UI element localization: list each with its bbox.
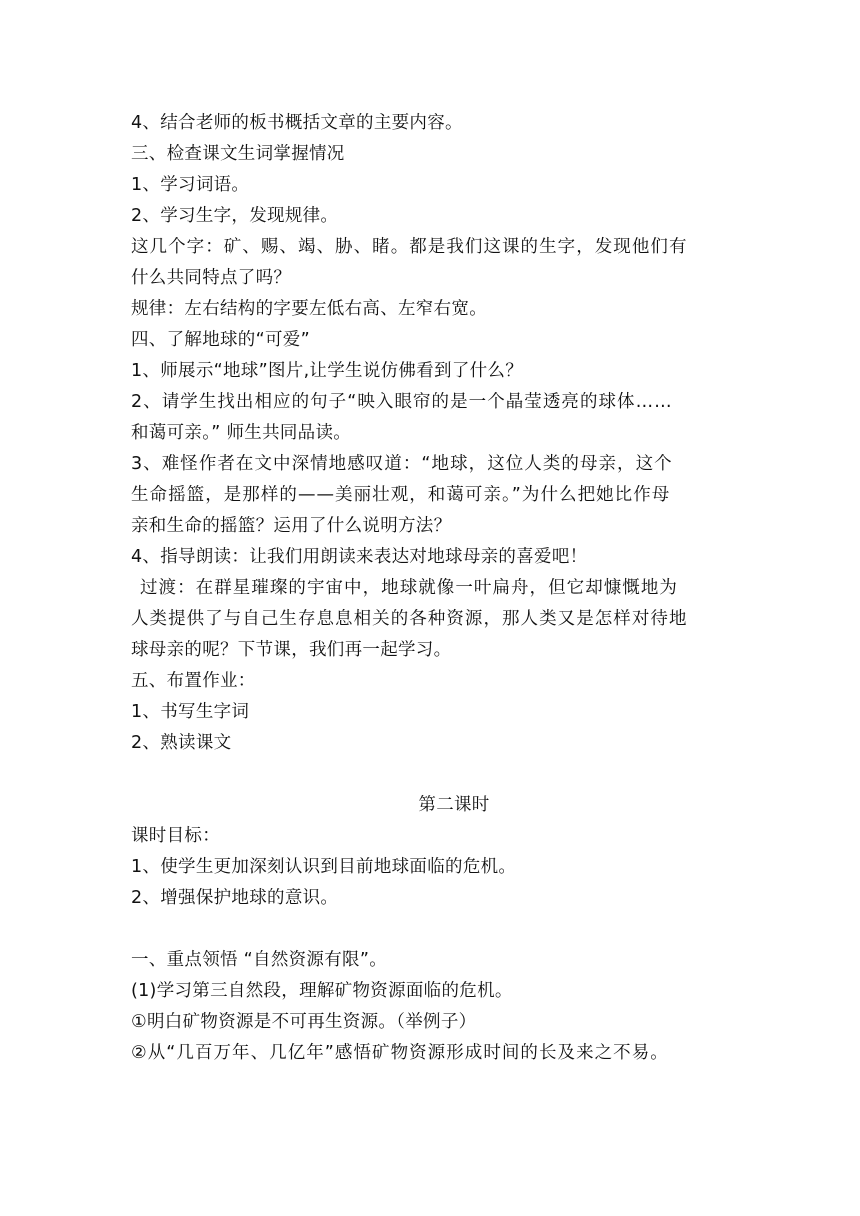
text-line: 1、学习词语。 — [131, 175, 250, 195]
section-heading: 四、了解地球的“可爱” — [131, 330, 310, 350]
text-line: ①明白矿物资源是不可再生资源。（举例子） — [131, 1012, 477, 1032]
text-line: 球母亲的呢？下节课，我们再一起学习。 — [131, 640, 452, 660]
text-line: 2、熟读课文 — [131, 733, 232, 753]
text-line: (1)学习第三自然段，理解矿物资源面临的危机。 — [131, 981, 513, 1001]
text-line: 4、结合老师的板书概括文章的主要内容。 — [131, 113, 463, 133]
text-line: ②从“几百万年、几亿年”感悟矿物资源形成时间的长及来之不易。 — [131, 1043, 669, 1063]
text-line: 课时目标： — [131, 826, 220, 846]
text-line: 和蔼可亲。” 师生共同品读。 — [131, 423, 352, 443]
text-line: 人类提供了与自己生存息息相关的各种资源，那人类又是怎样对待地 — [131, 609, 688, 629]
blank-line — [131, 759, 733, 790]
section-heading: 三、检查课文生词掌握情况 — [131, 144, 345, 164]
section-heading: 一、重点领悟 “自然资源有限”。 — [131, 950, 387, 970]
text-line: 1、师展示“地球”图片,让学生说仿佛看到了什么？ — [131, 361, 524, 381]
text-line: 规律：左右结构的字要左低右高、左窄右宽。 — [131, 299, 487, 319]
section-heading: 五、布置作业： — [131, 671, 256, 691]
text-line: 2、增强保护地球的意识。 — [131, 888, 339, 908]
blank-line — [131, 914, 733, 945]
text-line: 4、指导朗读：让我们用朗读来表达对地球母亲的喜爱吧！ — [131, 547, 588, 567]
text-line: 3、难怪作者在文中深情地感叹道：“地球，这位人类的母亲，这个 — [131, 454, 673, 474]
text-line: 2、请学生找出相应的句子“映入眼帘的是一个晶莹透亮的球体…… — [131, 392, 673, 412]
text-line: 1、书写生字词 — [131, 702, 250, 722]
text-line: 过渡：在群星璀璨的宇宙中，地球就像一叶扁舟，但它却慷慨地为 — [140, 578, 678, 598]
text-line: 2、学习生字，发现规律。 — [131, 206, 339, 226]
text-line: 生命摇篮，是那样的——美丽壮观，和蔼可亲。”为什么把她比作母 — [131, 485, 671, 505]
text-line: 亲和生命的摇篮？运用了什么说明方法？ — [131, 516, 452, 536]
text-line: 什么共同特点了吗？ — [131, 268, 292, 288]
text-line: 这几个字：矿、赐、竭、胁、睹。都是我们这课的生字，发现他们有 — [131, 237, 688, 257]
text-line: 1、使学生更加深刻认识到目前地球面临的危机。 — [131, 857, 517, 877]
lesson-title: 第二课时 — [418, 795, 490, 815]
document-body — [131, 108, 733, 1069]
